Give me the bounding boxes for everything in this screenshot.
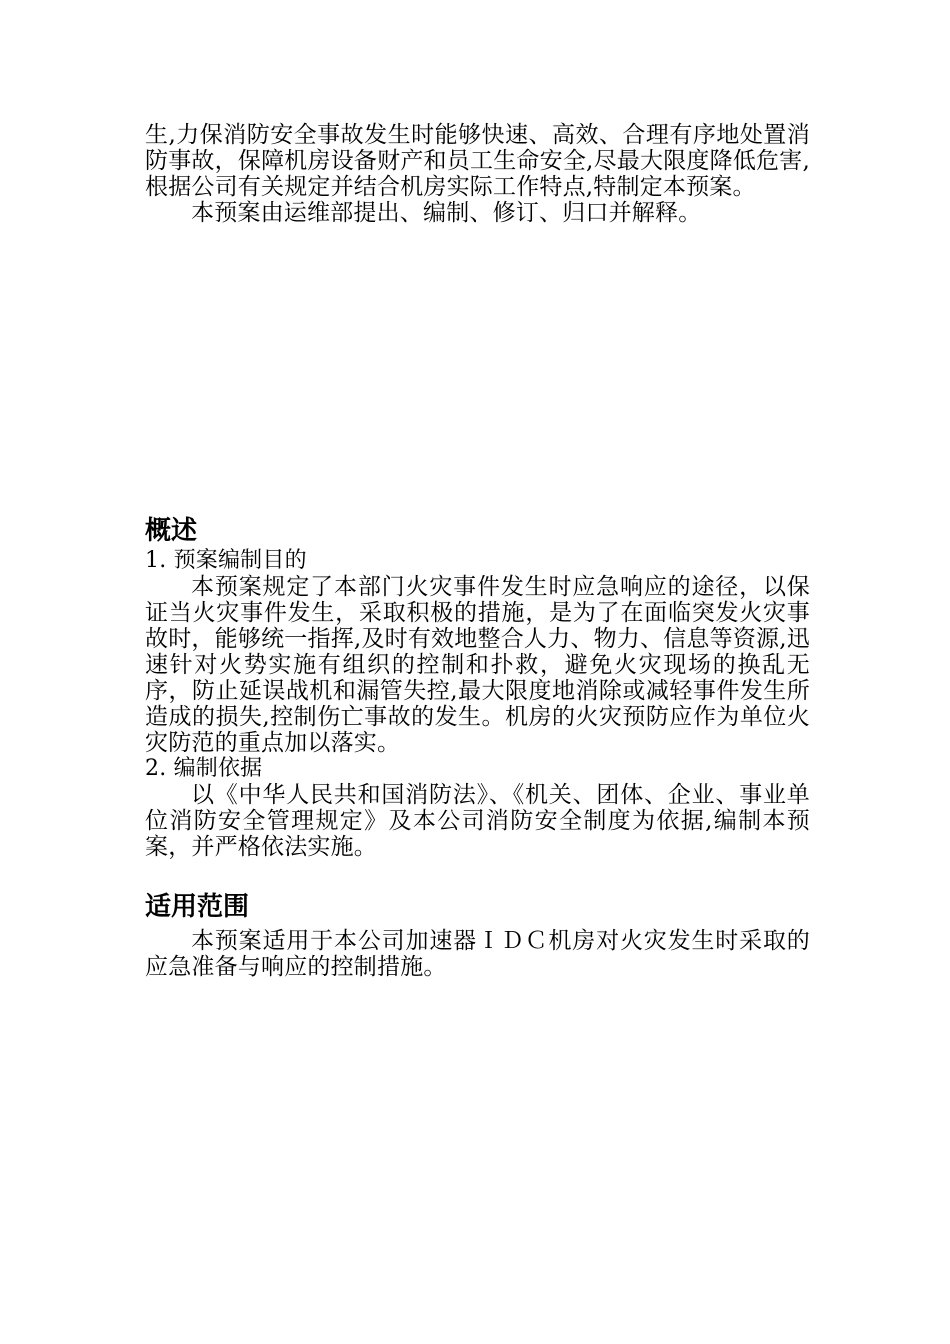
section-spacer xyxy=(145,860,810,890)
document-page xyxy=(145,122,810,980)
scope-paragraph: 本预案适用于本公司加速器ＩＤＣ机房对火灾发生时采取的应急准备与响应的控制措施。 xyxy=(145,928,810,980)
intro-paragraph: 生,力保消防安全事故发生时能够快速、高效、合理有序地处置消防事故，保障机房设备财产和员工生命安全,尽最大限度降低危害,根据公司有关规定并结合机房实际工作特点,特制定本预案。 xyxy=(145,122,810,200)
basis-paragraph: 以《中华人民共和国消防法》、《机关、团体、企业、事业单位消防安全管理规定》及本公司消防安全制度为依据,编制本预案，并严格依法实施。 xyxy=(145,782,810,860)
scope-heading: 适用范围 xyxy=(145,892,250,922)
blank-space xyxy=(145,226,810,514)
basis-item-title: 2. 编制依据 xyxy=(145,756,263,781)
purpose-item-title: 1. 预案编制目的 xyxy=(145,548,307,573)
overview-heading: 概述 xyxy=(145,516,198,546)
purpose-paragraph: 本预案规定了本部门火灾事件发生时应急响应的途径，以保证当火灾事件发生，采取积极的措施，是为了在面临突发火灾事故时，能够统一指挥,及时有效地整合人力、物力、信息等资源,迅速针对火势实施有组织的控制和扑救，避免火灾现场的换乱无序，防止延误战机和漏管失控,最大限度地消除或减轻事件发生所造成的损失,控制伤亡事故的发生。机房的火灾预防应作为单位火灾防范的重点加以落实。 xyxy=(145,574,810,756)
intro-responsibility-paragraph: 本预案由运维部提出、编制、修订、归口并解释。 xyxy=(191,200,702,226)
